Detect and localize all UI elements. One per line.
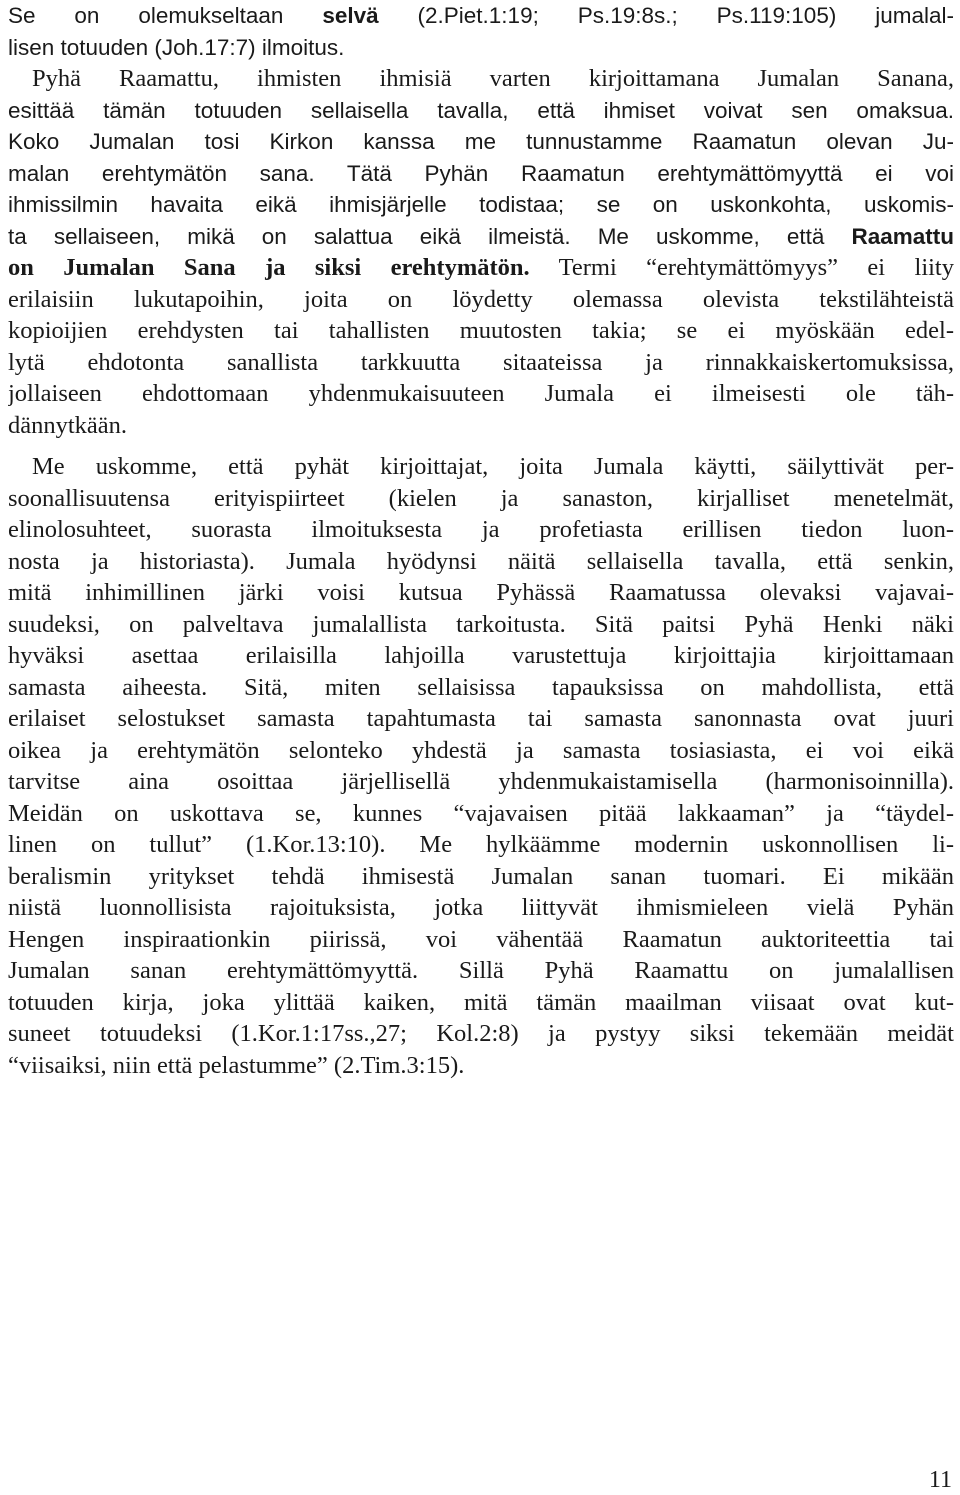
- page-number: 11: [928, 1467, 952, 1493]
- text-line: Jumalan sanan erehtymättömyyttä. Sillä Pyhä Raamattu on jumalallisen: [8, 957, 954, 984]
- text-line: oikea ja erehtymätön selonteko yhdestä ja samasta tosiasiasta, ei voi eikä: [8, 736, 954, 764]
- text-line: “viisaiksi, niin että pelastumme” (2.Tim.3:15).: [8, 1051, 465, 1079]
- text-line: dännytkään.: [8, 411, 128, 439]
- text-line: lytä ehdotonta sanallista tarkkuutta sitaateissa ja rinnakkaiskertomuksissa,: [8, 348, 954, 376]
- text-line: jollaiseen ehdottomaan yhdenmukaisuuteen Jumala ei ilmeisesti ole täh-: [8, 380, 954, 407]
- text-line: linen on tullut” (1.Kor.13:10). Me hylkäämme modernin uskonnollisen li-: [8, 831, 954, 858]
- text-line: suneet totuudeksi (1.Kor.1:17ss.,27; Kol.2:8) ja pystyy siksi tekemään meidät: [8, 1020, 954, 1047]
- text-line: niistä luonnollisista rajoituksista, jotka liittyvät ihmismieleen vielä Pyhän: [8, 894, 954, 921]
- text-line: ihmissilmin havaita eikä ihmisjärjelle todistaa; se on uskonkohta, uskomis-: [8, 192, 954, 217]
- text-line: lisen totuuden (Joh.17:7) ilmoitus.: [8, 34, 345, 60]
- text-line: erilaisiin lukutapoihin, joita on löydetty olemassa olevista tekstilähteistä: [8, 285, 954, 313]
- document-page: [8, 0, 954, 1081]
- text-line: Hengen inspiraationkin piirissä, voi vähentää Raamatun auktoriteettia tai: [8, 925, 954, 953]
- text-line: elinolosuhteet, suorasta ilmoituksesta ja profetiasta erillisen tiedon luon-: [8, 516, 954, 543]
- text-line: Koko Jumalan tosi Kirkon kanssa me tunnustamme Raamatun olevan Ju-: [8, 129, 954, 154]
- text-line: Pyhä Raamattu, ihmisten ihmisiä varten kirjoittamana Jumalan Sanana,: [32, 65, 954, 92]
- paragraph-gap: [8, 441, 954, 451]
- text-line: tarvitse aina osoittaa järjellisellä yhdenmukaistamisella (harmonisoinnilla).: [8, 768, 954, 795]
- text-line: soonallisuutensa erityispiirteet (kielen ja sanaston, kirjalliset menetelmät,: [8, 484, 954, 512]
- text-line: samasta aiheesta. Sitä, miten sellaisissa tapauksissa on mahdollista, että: [8, 673, 954, 701]
- text-line: kopioijien erehdysten tai tahallisten muutosten takia; se ei myöskään edel-: [8, 317, 954, 344]
- text-line: erilaiset selostukset samasta tapahtumasta tai samasta sanonnasta ovat juuri: [8, 705, 954, 732]
- text-line: totuuden kirja, joka ylittää kaiken, mitä tämän maailman viisaat ovat kut-: [8, 988, 954, 1016]
- document-body: [8, 0, 954, 1081]
- emphasis: selvä: [322, 3, 379, 28]
- text-line: mitä inhimillinen järki voisi kutsua Pyhässä Raamatussa olevaksi vajavai-: [8, 579, 954, 606]
- text-line: Se on olemukseltaan selvä (2.Piet.1:19; Ps.19:8s.; Ps.119:105) jumalal-: [8, 3, 954, 28]
- text-line: hyväksi asettaa erilaisilla lahjoilla varustettuja kirjoittajia kirjoittamaan: [8, 642, 954, 669]
- text-line: malan erehtymätön sana. Tätä Pyhän Raamatun erehtymättömyyttä ei voi: [8, 160, 954, 186]
- text-line: on Jumalan Sana ja siksi erehtymätön. Termi “erehtymättömyys” ei liity: [8, 254, 954, 281]
- text-line: Meidän on uskottava se, kunnes “vajavaisen pitää lakkaaman” ja “täydel-: [8, 799, 954, 827]
- text-line: esittää tämän totuuden sellaisella tavalla, että ihmiset voivat sen omaksua.: [8, 97, 954, 123]
- emphasis: Raamattu: [851, 223, 954, 249]
- text-line: ta sellaiseen, mikä on salattua eikä ilmeistä. Me uskomme, että Raamattu: [8, 223, 954, 249]
- emphasis: on Jumalan Sana ja siksi erehtymätön.: [8, 254, 530, 281]
- text-line: Me uskomme, että pyhät kirjoittajat, joita Jumala käytti, säilyttivät per-: [32, 453, 954, 480]
- text-line: beralismin yritykset tehdä ihmisestä Jumalan sanan tuomari. Ei mikään: [8, 862, 954, 890]
- text-line: nosta ja historiasta). Jumala hyödynsi näitä sellaisella tavalla, että senkin,: [8, 547, 954, 575]
- text-line: suudeksi, on palveltava jumalallista tarkoitusta. Sitä paitsi Pyhä Henki näki: [8, 610, 954, 638]
